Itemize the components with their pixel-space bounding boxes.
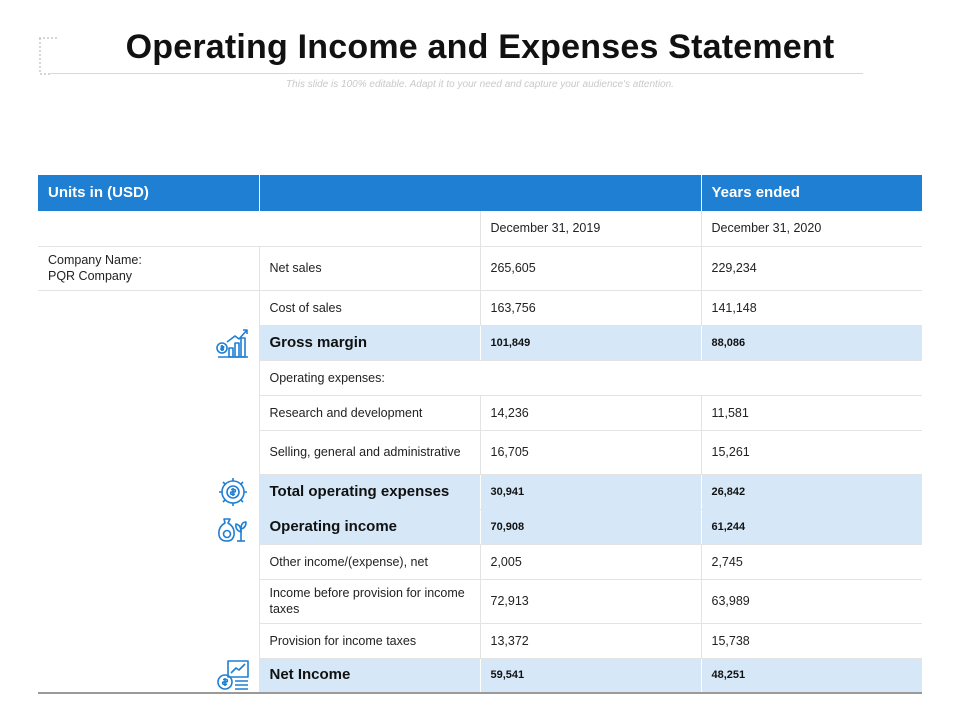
row-value-2019: 14,236 <box>480 395 701 430</box>
table-row <box>38 579 922 623</box>
page-subtitle: This slide is 100% editable. Adapt it to your need and capture your audience's attention. <box>286 79 674 90</box>
dollar-gear-icon <box>215 475 251 509</box>
row-value-2019: 30,941 <box>480 474 701 509</box>
row-value-2019: 59,541 <box>480 658 701 693</box>
table-row <box>38 395 922 430</box>
table-row <box>38 290 922 325</box>
dollar-growth-chart-icon <box>215 326 251 360</box>
icon-column-cell <box>38 474 259 509</box>
icon-column-cell <box>38 430 259 474</box>
table-row-highlight <box>38 325 922 360</box>
table-row <box>38 623 922 658</box>
icon-column-cell <box>38 290 259 325</box>
row-label: Selling, general and administrative <box>259 430 480 474</box>
row-value-2020: 229,234 <box>701 246 922 290</box>
row-value-2020: 61,244 <box>701 509 922 544</box>
row-value-2019: 265,605 <box>480 246 701 290</box>
row-value-2019: 16,705 <box>480 430 701 474</box>
income-statement-table <box>38 175 922 694</box>
table-row <box>38 360 922 395</box>
row-value-2020: 48,251 <box>701 658 922 693</box>
row-label: Research and development <box>259 395 480 430</box>
row-label: Net sales <box>259 246 480 290</box>
row-label: Operating expenses: <box>259 360 922 395</box>
icon-column-cell <box>38 360 259 395</box>
table-row-highlight <box>38 658 922 693</box>
row-value-2019: 72,913 <box>480 579 701 623</box>
row-label: Operating income <box>259 509 480 544</box>
table-row <box>38 544 922 579</box>
row-value-2020: 2,745 <box>701 544 922 579</box>
icon-column-cell <box>38 658 259 693</box>
money-bag-plant-icon <box>215 510 251 544</box>
row-value-2020: 11,581 <box>701 395 922 430</box>
dates-blank-cell <box>38 211 480 246</box>
table-row-highlight <box>38 509 922 544</box>
icon-column-cell <box>38 544 259 579</box>
row-value-2019: 101,849 <box>480 325 701 360</box>
header-units: Units in (USD) <box>38 175 259 211</box>
row-value-2020: 63,989 <box>701 579 922 623</box>
row-label: Cost of sales <box>259 290 480 325</box>
table-row-highlight <box>38 474 922 509</box>
icon-column-cell <box>38 325 259 360</box>
table-row <box>38 430 922 474</box>
row-label: Income before provision for income taxes <box>259 579 480 623</box>
title-divider <box>48 73 863 74</box>
icon-column-cell <box>38 509 259 544</box>
row-value-2020: 141,148 <box>701 290 922 325</box>
header-years-ended: Years ended <box>701 175 922 211</box>
row-label: Net Income <box>259 658 480 693</box>
table-row-dates <box>38 211 922 246</box>
row-value-2019: 70,908 <box>480 509 701 544</box>
col-header-2020: December 31, 2020 <box>701 211 922 246</box>
dollar-coins-chart-icon <box>215 658 251 692</box>
row-value-2019: 163,756 <box>480 290 701 325</box>
row-value-2019: 13,372 <box>480 623 701 658</box>
row-label: Total operating expenses <box>259 474 480 509</box>
row-label: Other income/(expense), net <box>259 544 480 579</box>
icon-column-cell <box>38 395 259 430</box>
page-title: Operating Income and Expenses Statement <box>125 28 835 66</box>
icon-column-cell <box>38 623 259 658</box>
row-value-2020: 88,086 <box>701 325 922 360</box>
row-label: Provision for income taxes <box>259 623 480 658</box>
row-value-2019: 2,005 <box>480 544 701 579</box>
header-blank <box>259 175 701 211</box>
icon-column-cell <box>38 579 259 623</box>
table-row <box>38 246 922 290</box>
row-label: Gross margin <box>259 325 480 360</box>
table-header-row <box>38 175 922 211</box>
row-value-2020: 15,738 <box>701 623 922 658</box>
col-header-2019: December 31, 2019 <box>480 211 701 246</box>
row-value-2020: 15,261 <box>701 430 922 474</box>
company-name-cell: Company Name: PQR Company <box>38 246 259 290</box>
row-value-2020: 26,842 <box>701 474 922 509</box>
